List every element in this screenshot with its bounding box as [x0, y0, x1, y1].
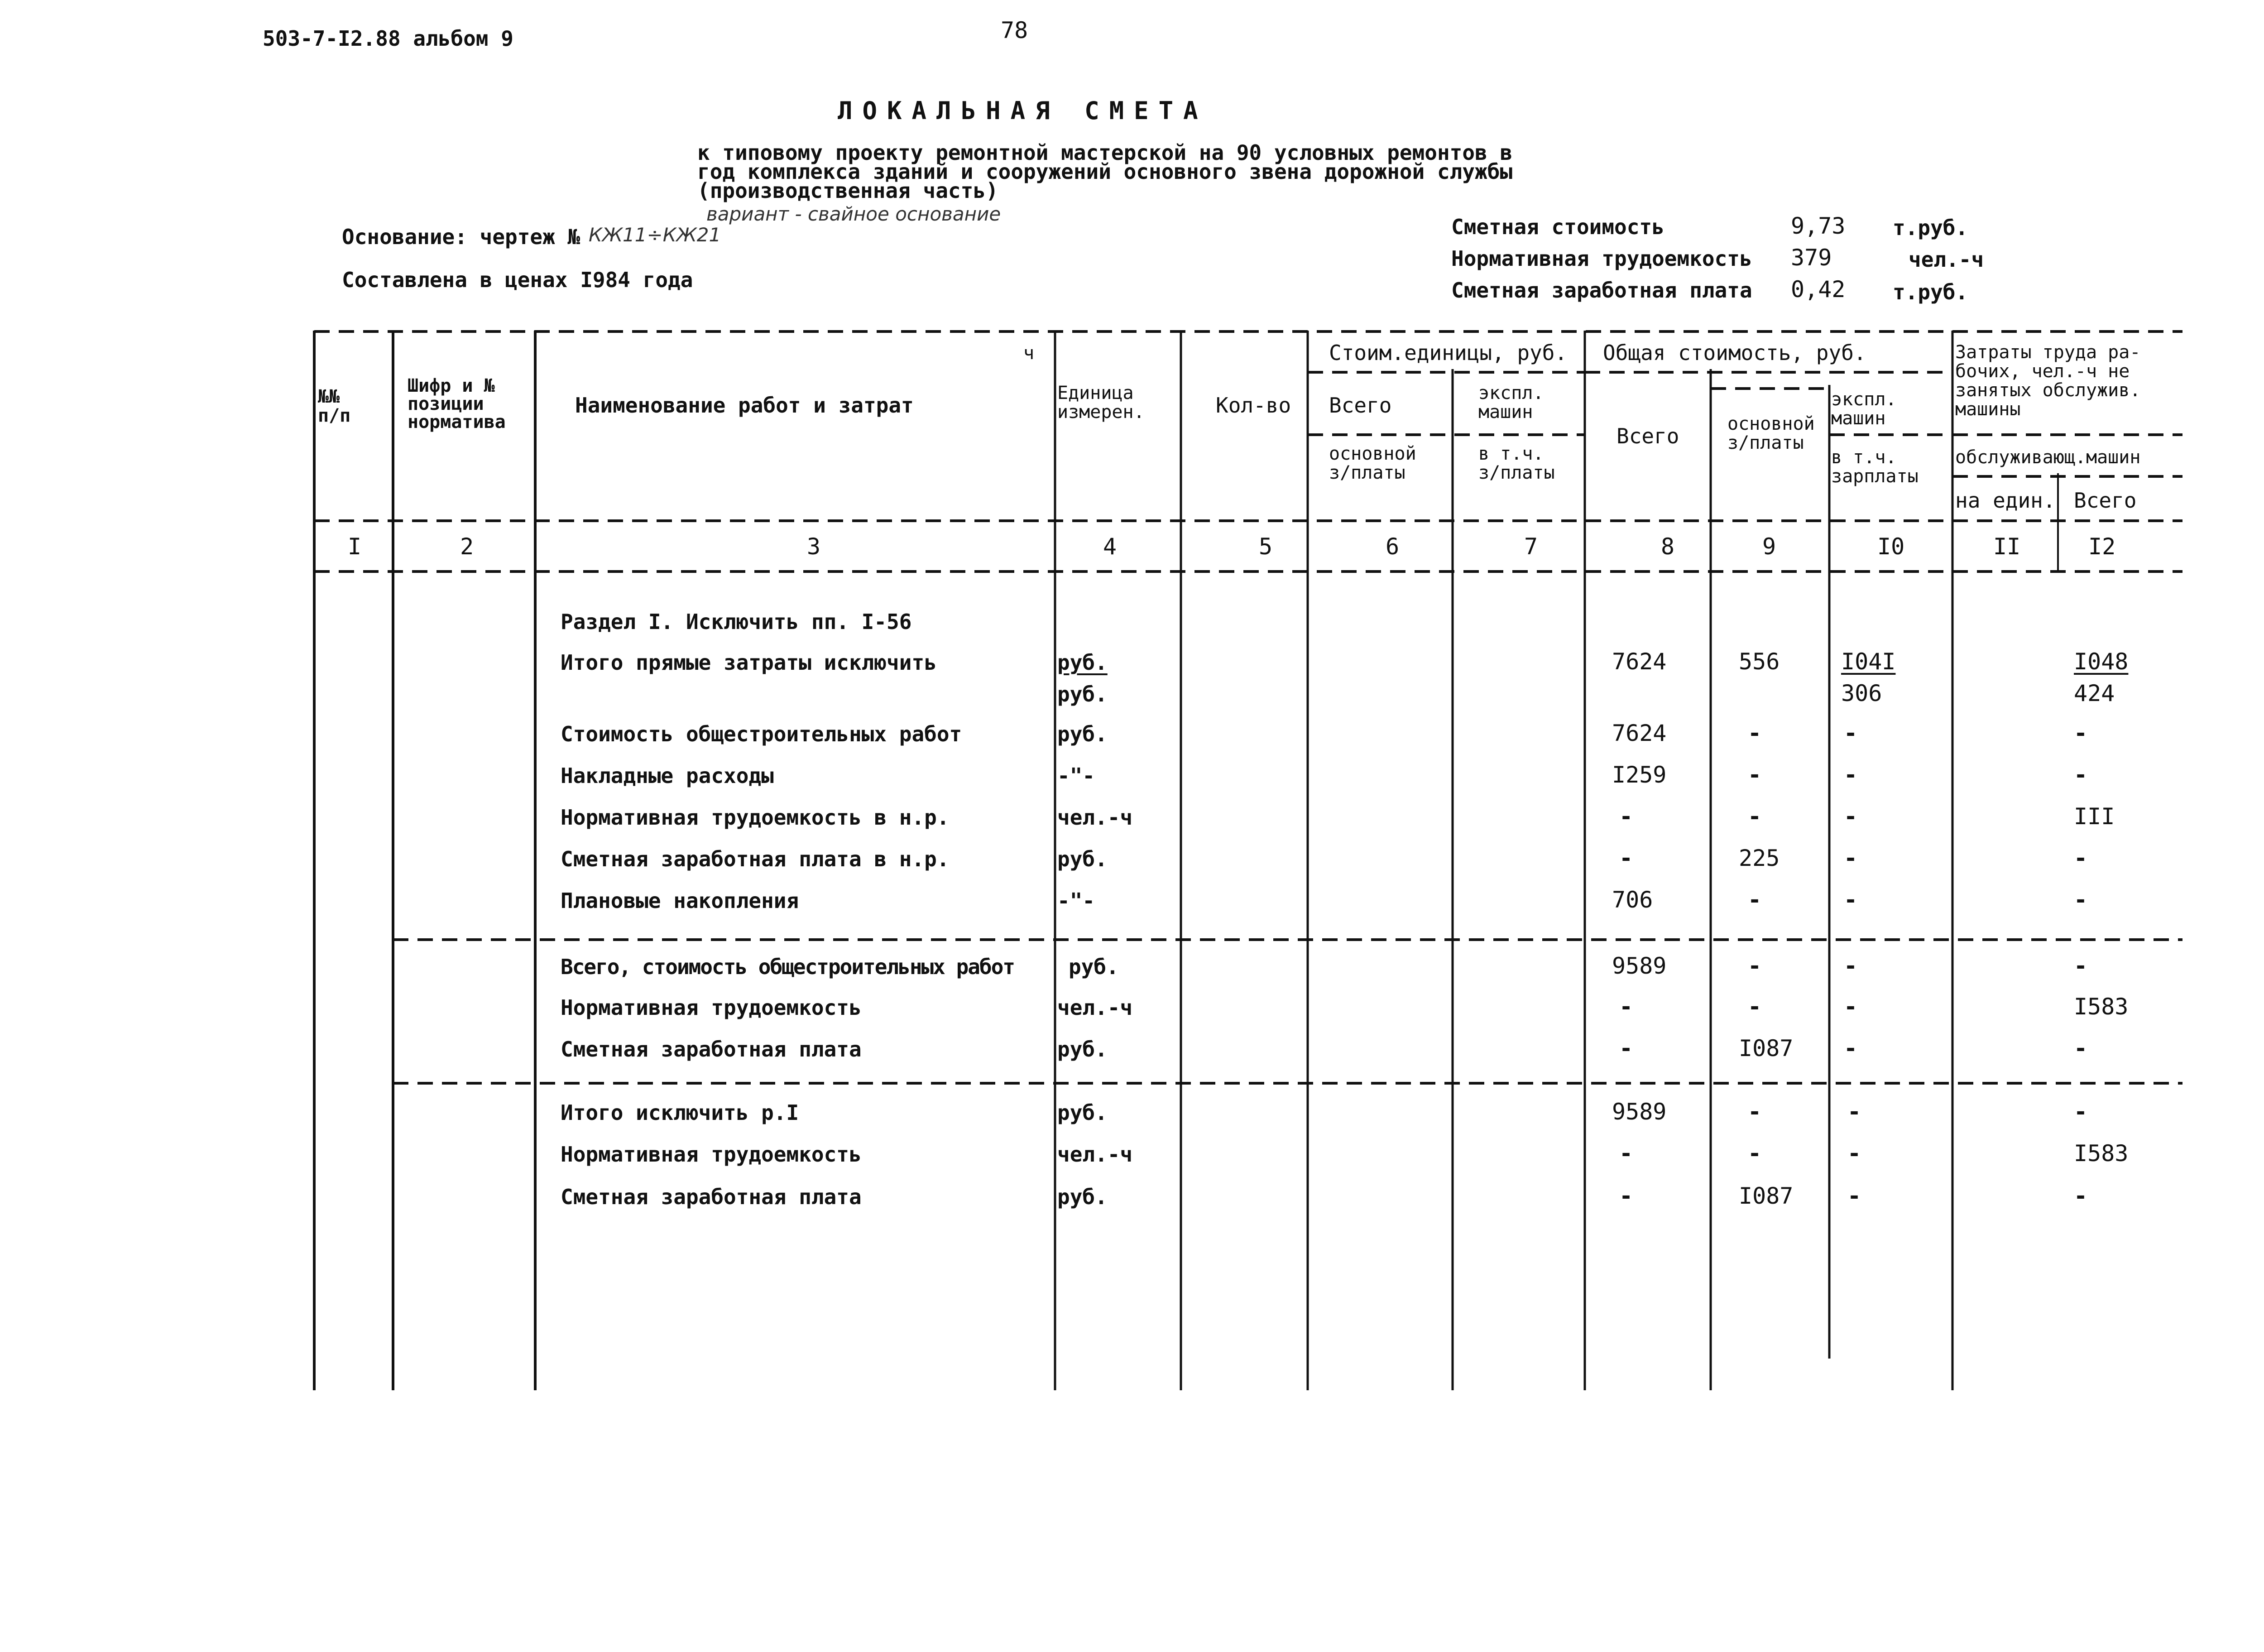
col-header-unit-machines: экспл. [1478, 383, 1544, 403]
row-wages: - [1748, 1140, 1762, 1167]
col-header-total-wages: з/платы [1727, 432, 1804, 453]
row-total: - [1619, 994, 1633, 1020]
row-work-name: Плановые накопления [561, 888, 799, 913]
row-work-name: Нормативная трудоемкость [561, 1142, 862, 1167]
row-machines: - [1844, 994, 1858, 1020]
col-header-number: №№ [318, 386, 340, 407]
subtitle-line: к типовому проекту ремонтной мастерской на 90 условных ремонтов в [697, 140, 1513, 165]
row-wages: - [1748, 887, 1762, 913]
row-work-name: Итого исключить р.I [561, 1100, 799, 1125]
col-header-unit-total: Всего [1329, 393, 1392, 418]
row-work-name: Сметная заработная плата [561, 1185, 862, 1209]
summary-value: 9,73 [1791, 213, 1846, 239]
column-number: 6 [1386, 533, 1400, 560]
row-labor-total: - [2074, 1099, 2088, 1125]
col-group-labor: бочих, чел.-ч не [1955, 361, 2130, 382]
summary-value: 379 [1791, 245, 1832, 271]
col-group-labor: занятых обслужив. [1955, 380, 2141, 401]
row-wages: I087 [1739, 1035, 1794, 1061]
col-group-total-cost: Общая стоимость, руб. [1603, 341, 1866, 365]
summary-label: Сметная заработная плата [1451, 278, 1752, 303]
row-unit: руб. [1057, 722, 1108, 746]
col-header-labor-total: Всего [2074, 488, 2137, 513]
row-labor-total: - [2074, 1183, 2088, 1209]
column-number: 7 [1524, 533, 1538, 560]
col-header-code: Шифр и № [408, 375, 495, 396]
col-header-unit-wages: з/платы [1329, 462, 1405, 483]
col-header-code: норматива [408, 412, 506, 432]
variant-note: вариант - свайное основание [706, 203, 1001, 225]
col-header-work-name: Наименование работ и затрат [575, 393, 914, 418]
row-wages: - [1748, 994, 1762, 1020]
column-number: 4 [1103, 533, 1117, 560]
column-number: II [1993, 533, 2021, 560]
col-group-labor: Затраты труда ра- [1955, 342, 2141, 363]
row-wages: - [1748, 720, 1762, 746]
row-wages: - [1748, 1099, 1762, 1125]
col-header-total-machines: машин [1831, 408, 1886, 429]
row-labor-total: III [2074, 803, 2115, 830]
row-machines: - [1844, 762, 1858, 788]
column-number: 5 [1259, 533, 1273, 560]
row-work-name: Раздел I. Исключить пп. I-56 [561, 610, 912, 634]
row-total: - [1619, 1183, 1633, 1209]
col-header-total-machines: экспл. [1831, 389, 1897, 410]
row-machines: 306 [1841, 680, 1882, 706]
row-unit: -"- [1057, 888, 1095, 913]
row-work-name: Всего, стоимость общестроительных работ [561, 955, 1015, 979]
row-unit: чел.-ч [1057, 1142, 1133, 1167]
row-machines: - [1847, 1099, 1861, 1125]
col-header-mark: ч [1023, 343, 1035, 364]
row-machines: - [1844, 887, 1858, 913]
row-wages: 556 [1739, 648, 1780, 675]
subtitle-line: (производственная часть) [697, 178, 998, 203]
row-work-name: Нормативная трудоемкость в н.р. [561, 805, 950, 830]
document-title: ЛОКАЛЬНАЯ СМЕТА [838, 96, 1208, 125]
row-labor-total: - [2074, 887, 2088, 913]
summary-label: Сметная стоимость [1451, 215, 1664, 239]
row-labor-total: I583 [2074, 994, 2129, 1020]
row-machines: - [1844, 1035, 1858, 1061]
column-number: 9 [1762, 533, 1776, 560]
row-total: 7624 [1612, 648, 1667, 675]
row-total: I259 [1612, 762, 1667, 788]
col-header-total-wages: основной [1727, 413, 1815, 434]
col-header-code: позиции [408, 394, 484, 414]
row-wages: - [1748, 762, 1762, 788]
row-labor-total: I048 [2074, 648, 2129, 675]
row-wages: - [1748, 953, 1762, 979]
row-machines: - [1844, 803, 1858, 830]
row-unit: руб. [1057, 847, 1108, 871]
column-number: I0 [1877, 533, 1905, 560]
column-number: 2 [460, 533, 474, 560]
row-wages: I087 [1739, 1183, 1794, 1209]
subtitle-line: год комплекса зданий и сооружений основного звена дорожной службы [697, 159, 1513, 184]
row-total: - [1619, 1140, 1633, 1167]
row-labor-total: 424 [2074, 680, 2115, 706]
basis-label: Основание: чертеж № [342, 225, 580, 249]
row-unit: руб. [1057, 682, 1108, 706]
row-labor-total: - [2074, 845, 2088, 871]
row-labor-total: - [2074, 1035, 2088, 1061]
col-header-total-machine-wages: зарплаты [1831, 466, 1919, 487]
row-machines: I04I [1841, 648, 1896, 675]
row-total: 706 [1612, 887, 1653, 913]
row-wages: - [1748, 803, 1762, 830]
row-total: - [1619, 845, 1633, 871]
row-work-name: Нормативная трудоемкость [561, 995, 862, 1020]
row-unit: руб. [1057, 1037, 1108, 1061]
row-machines: - [1847, 1183, 1861, 1209]
col-header-unit: Единица [1057, 383, 1134, 403]
row-labor-total: - [2074, 762, 2088, 788]
row-wages: 225 [1739, 845, 1780, 871]
row-unit: руб. [1057, 1100, 1108, 1125]
summary-value: 0,42 [1791, 276, 1846, 303]
row-total: - [1619, 803, 1633, 830]
row-work-name: Сметная заработная плата [561, 1037, 862, 1061]
row-machines: - [1847, 1140, 1861, 1167]
col-header-total: Всего [1616, 424, 1679, 448]
summary-label: Нормативная трудоемкость [1451, 246, 1752, 271]
col-header-unit-machine-wages: з/платы [1478, 462, 1555, 483]
row-machines: - [1844, 845, 1858, 871]
column-number: I2 [2088, 533, 2116, 560]
row-work-name: Стоимость общестроительных работ [561, 722, 962, 746]
row-work-name: Сметная заработная плата в н.р. [561, 847, 950, 871]
row-total: 9589 [1612, 1099, 1667, 1125]
row-unit: руб. [1057, 1185, 1108, 1209]
row-labor-total: - [2074, 720, 2088, 746]
row-machines: - [1844, 720, 1858, 746]
row-work-name: Итого прямые затраты исключить [561, 650, 937, 675]
col-group-labor: машины [1955, 399, 2021, 420]
row-total: - [1619, 1035, 1633, 1061]
row-work-name: Накладные расходы [561, 764, 774, 788]
column-number: 8 [1661, 533, 1675, 560]
row-unit: чел.-ч [1057, 995, 1133, 1020]
summary-unit: т.руб. [1893, 280, 1968, 304]
col-header-unit-machines: машин [1478, 402, 1533, 423]
row-total: 9589 [1612, 953, 1667, 979]
col-header-labor-unit: на един. [1955, 488, 2056, 513]
row-unit: руб. [1069, 955, 1119, 979]
col-group-unit-cost: Стоим.единицы, руб. [1329, 341, 1568, 365]
col-header-unit-machine-wages: в т.ч. [1478, 443, 1544, 464]
col-header-quantity: Кол-во [1216, 393, 1291, 418]
col-header-total-machine-wages: в т.ч. [1831, 447, 1897, 468]
summary-unit: чел.-ч [1909, 247, 1984, 272]
document-code: 503-7-I2.88 альбом 9 [263, 26, 513, 51]
row-unit: -"- [1057, 764, 1095, 788]
col-header-unit-wages: основной [1329, 443, 1416, 464]
row-machines: - [1844, 953, 1858, 979]
row-unit: чел.-ч [1057, 805, 1133, 830]
page-number: 78 [1001, 17, 1028, 43]
row-total: 7624 [1612, 720, 1667, 746]
row-labor-total: - [2074, 953, 2088, 979]
basis-drawing-ref: КЖ11÷КЖ21 [589, 224, 721, 246]
column-number: I [348, 533, 362, 560]
row-unit: руб. [1057, 650, 1108, 675]
col-header-number: п/п [318, 405, 351, 426]
row-labor-total: I583 [2074, 1140, 2129, 1167]
prices-note: Составлена в ценах I984 года [342, 268, 693, 292]
col-header-unit: измерен. [1057, 402, 1145, 423]
column-number: 3 [807, 533, 821, 560]
summary-unit: т.руб. [1893, 216, 1968, 240]
col-header-labor-service: обслуживающ.машин [1955, 447, 2141, 468]
